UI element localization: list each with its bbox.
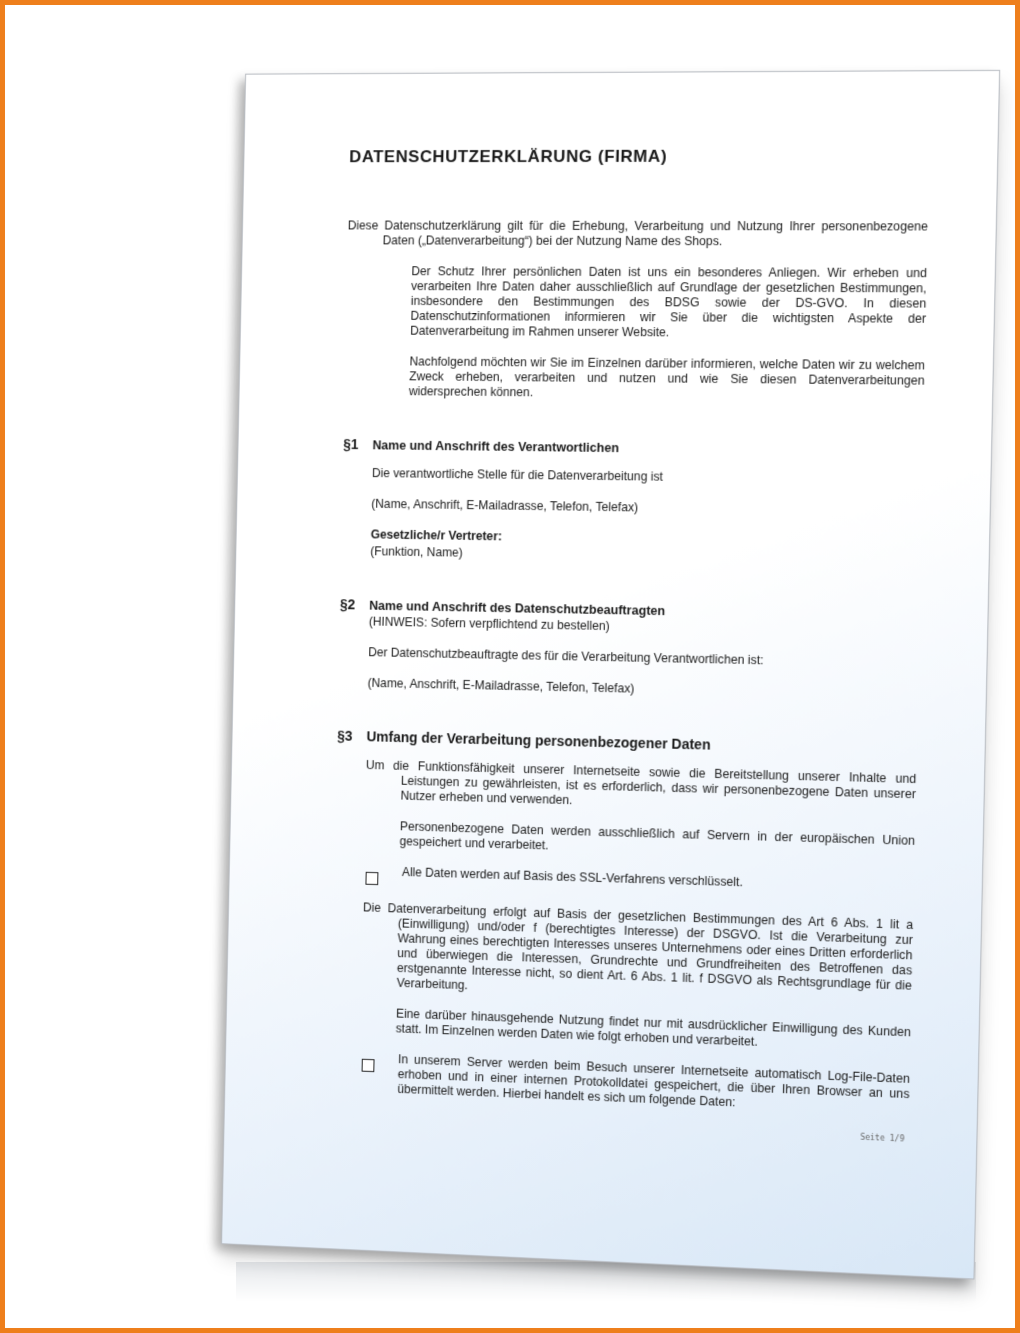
section-2-line-2: (Name, Anschrift, E-Mailadrasse, Telefon, Telefax) [367, 675, 635, 696]
section-3-paragraph-3: Die Datenverarbeitung erfolgt auf Basis der gesetzlichen Bestimmungen des Art 6 Abs. 1 lit a (Einwilligung) und/oder f (berechtigtes Interesse) der DSGVO. Ist die Verarbeitung zur Wahrung eines berechtigten Interesses unseres Unternehmens oder eines Dritten erforderlich und überwiegen die Interessen, Grundrechte und Grundfreiheiten des Betroffenen das erstgenannte Interesse nicht, so dient Art. 6 Abs. 1 lit. f DSGVO als Rechtsgrundlage für die Verarbeitung. [362, 900, 914, 993]
document-title: DATENSCHUTZERKLÄRUNG (FIRMA) [349, 146, 668, 167]
ssl-checkbox[interactable] [365, 872, 378, 885]
representative-label: Gesetzliche/r Vertreter: [370, 527, 503, 544]
ssl-checkbox-label: Alle Daten werden auf Basis des SSL-Verfahrens verschlüsselt. [401, 865, 743, 890]
representative-value: (Funktion, Name) [370, 544, 463, 560]
document-page [221, 70, 1000, 1280]
logfile-checkbox-label: In unserem Server werden beim Besuch unserer Internetseite automatisch Log-File-Daten erhoben und in einer internen Protokolldatei gespeichert, die über Ihren Browser an uns übermittelt werden. Hierbei handelt es sich um folgende Daten: [397, 1052, 911, 1110]
section-2-line-1: Der Datenschutzbeauftragte des für die Verarbeitung Verantwortlichen ist: [368, 645, 764, 668]
section-1-line-2: (Name, Anschrift, E-Mailadrasse, Telefon, Telefax) [371, 496, 639, 515]
intro-paragraph-3: Nachfolgend möchten wir Sie im Einzelnen darüber informieren, welche Daten wir zu welchem Zweck erheben, verarbeiten und nutzen und wie Sie diesen Datenverarbeitungen widersprechen können. [408, 354, 926, 400]
section-3-title: Umfang der Verarbeitung personenbezogener Daten [366, 728, 711, 753]
section-1-title: Name und Anschrift des Verantwortlichen [372, 438, 620, 456]
section-2-title: Name und Anschrift des Datenschutzbeauftragten [369, 598, 666, 619]
section-1-line-1: Die verantwortliche Stelle für die Datenverarbeitung ist [371, 466, 664, 484]
logfile-checkbox-row [359, 1051, 910, 1118]
section-3-number: §3 [337, 727, 353, 744]
section-1-heading [343, 436, 923, 459]
ssl-checkbox-row [363, 864, 914, 902]
section-2-hint: (HINWEIS: Sofern verpflichtend zu bestellen) [368, 614, 610, 634]
intro-paragraph-2: Der Schutz Ihrer persönlichen Daten ist uns ein besonderes Anliegen. Wir erheben und verarbeiten Ihre Daten daher ausschließlich auf Grundlage der gesetzlichen Bestimmungen, insbesondere den Bestimmungen des BDSG sowie der DS-GVO. In diesen Datenschutzinformationen informieren wir Sie über die wichtigsten Aspekte der Datenverarbeitung im Rahmen unserer Website. [410, 264, 928, 340]
intro-paragraph-1: Diese Datenschutzerklärung gilt für die Erhebung, Verarbeitung und Nutzung Ihrer personenbezogene Daten („Datenverarbeitung“) bei der Nutzung Name des Shops. [347, 218, 929, 249]
section-3-paragraph-4: Eine darüber hinausgehende Nutzung findet nur mit ausdrücklicher Einwilligung des Kunden statt. Im Einzelnen werden Daten wie folgt erhoben und verarbeitet. [395, 1006, 911, 1049]
section-3-paragraph-2: Personenbezogene Daten werden ausschließlich auf Servern in der europäischen Union gespeichert und verarbeitet. [399, 819, 916, 853]
section-1-number: §1 [343, 436, 359, 453]
section-3-paragraph-1: Um die Funktionsfähigkeit unserer Internetseite sowie die Bereitstellung unserer Inhalte und Leistungen zu gewährleisten, ist es erforderlich, dass wir personenbezogene Daten unserer Nutzer erheben und verwenden. [365, 758, 917, 808]
section-3-heading [337, 728, 917, 758]
logfile-checkbox[interactable] [362, 1059, 375, 1072]
section-2-body [338, 614, 919, 703]
section-1-body [341, 466, 923, 568]
section-2-number: §2 [339, 596, 356, 613]
section-3-body [330, 757, 916, 1117]
page-number: Seite 1/9 [860, 1132, 905, 1144]
